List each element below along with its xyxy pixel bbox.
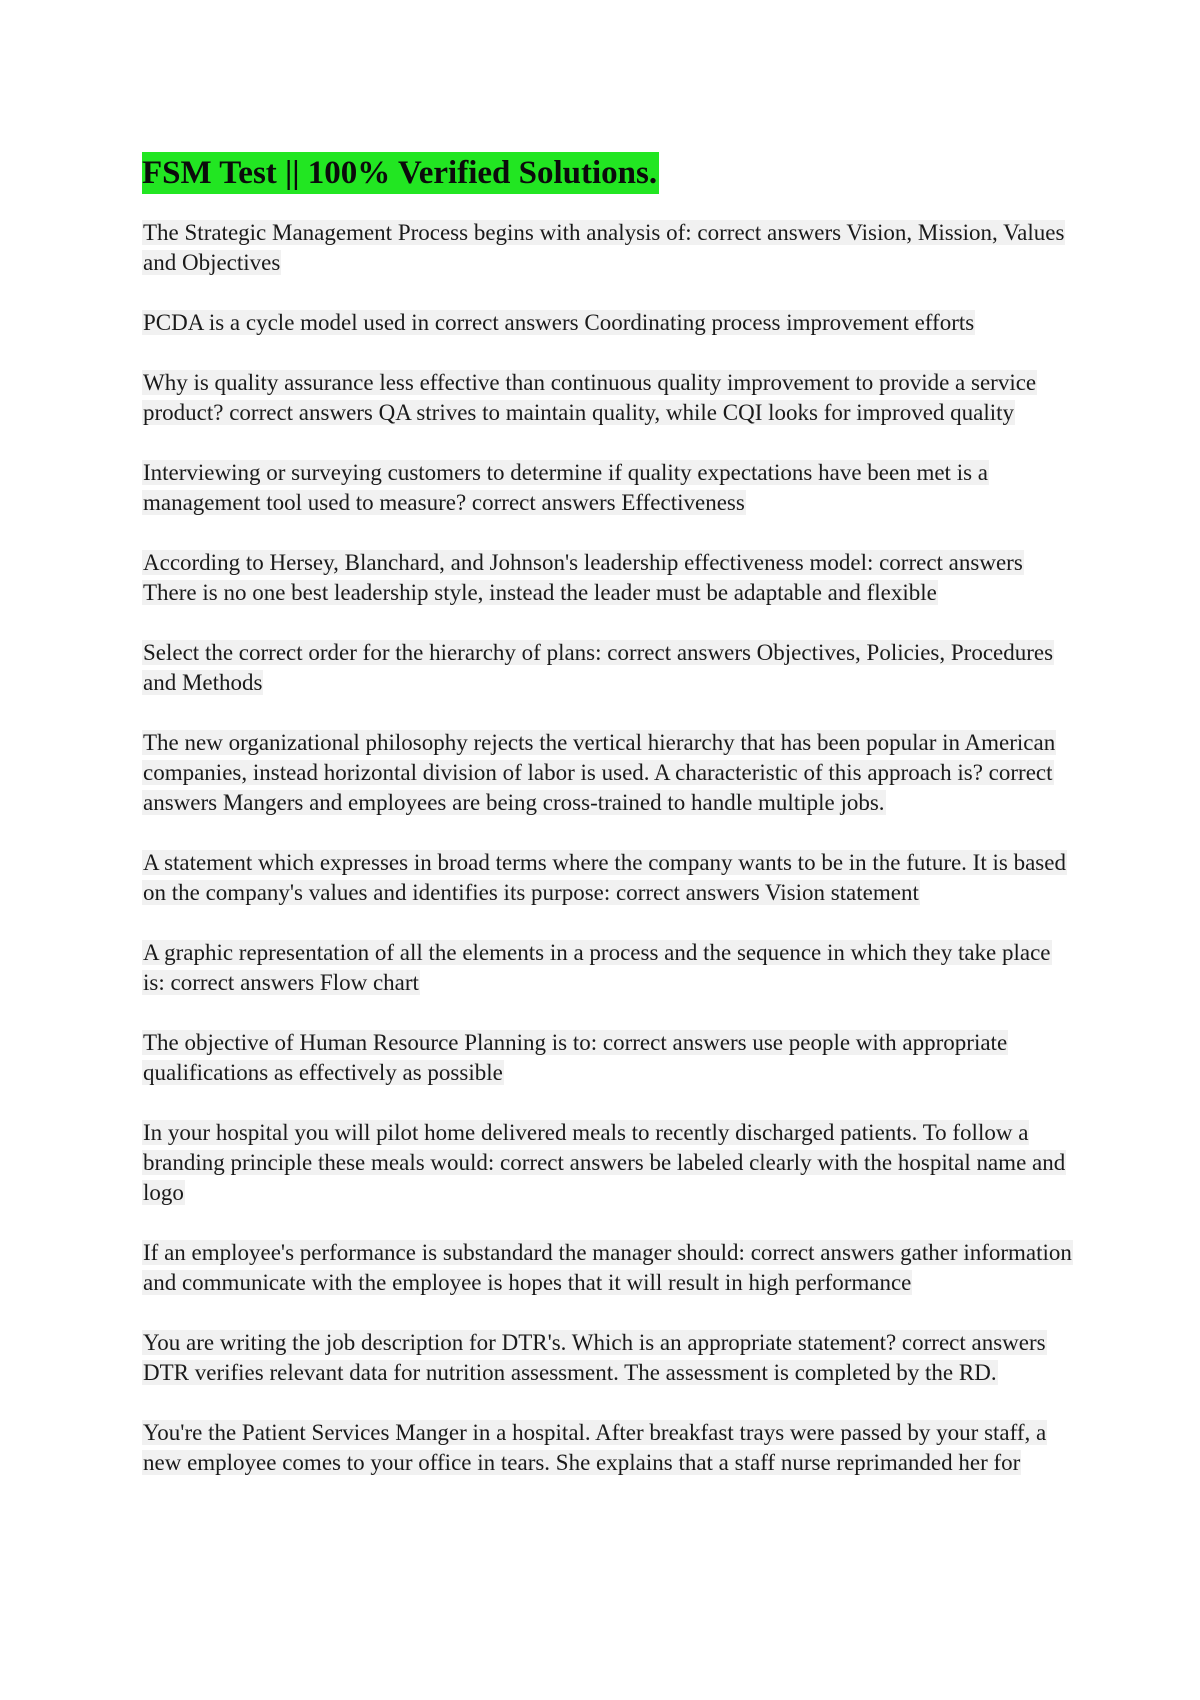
list-item: The new organizational philosophy rejects the vertical hierarchy that has been popular in American companies, instead horizontal division of labor is used. A characteristic of this approach is? correct answers Mangers and employees are being cross-trained to handle multiple jobs.: [143, 730, 1056, 815]
list-item: You are writing the job description for DTR's. Which is an appropriate statement? correct answers DTR verifies relevant data for nutrition assessment. The assessment is completed by the RD.: [143, 1330, 1046, 1385]
page-title: FSM Test || 100% Verified Solutions.: [142, 152, 659, 194]
list-item: PCDA is a cycle model used in correct answers Coordinating process improvement efforts: [143, 310, 975, 335]
list-item: A graphic representation of all the elements in a process and the sequence in which they take place is: correct answers Flow chart: [143, 940, 1051, 995]
list-item: The Strategic Management Process begins with analysis of: correct answers Vision, Mission, Values and Objectives: [143, 220, 1065, 275]
qa-list: [142, 218, 1072, 1478]
list-item: Why is quality assurance less effective than continuous quality improvement to provide a service product? correct answers QA strives to maintain quality, while CQI looks for improved quality: [143, 370, 1037, 425]
document-page: [142, 152, 1072, 1478]
list-item: Select the correct order for the hierarchy of plans: correct answers Objectives, Policies, Procedures and Methods: [143, 640, 1054, 695]
list-item: In your hospital you will pilot home delivered meals to recently discharged patients. To follow a branding principle these meals would: correct answers be labeled clearly with the hospital name and logo: [143, 1120, 1066, 1205]
list-item: Interviewing or surveying customers to determine if quality expectations have been met is a management tool used to measure? correct answers Effectiveness: [143, 460, 988, 515]
list-item: According to Hersey, Blanchard, and Johnson's leadership effectiveness model: correct answers There is no one best leadership style, instead the leader must be adaptable and flexible: [143, 550, 1023, 605]
list-item: A statement which expresses in broad terms where the company wants to be in the future. It is based on the company's values and identifies its purpose: correct answers Vision statement: [143, 850, 1066, 905]
list-item: If an employee's performance is substandard the manager should: correct answers gather information and communicate with the employee is hopes that it will result in high performance: [143, 1240, 1072, 1295]
list-item: The objective of Human Resource Planning is to: correct answers use people with appropriate qualifications as effectively as possible: [143, 1030, 1008, 1085]
list-item: You're the Patient Services Manger in a hospital. After breakfast trays were passed by your staff, a new employee comes to your office in tears. She explains that a staff nurse reprimanded her for: [143, 1420, 1047, 1475]
